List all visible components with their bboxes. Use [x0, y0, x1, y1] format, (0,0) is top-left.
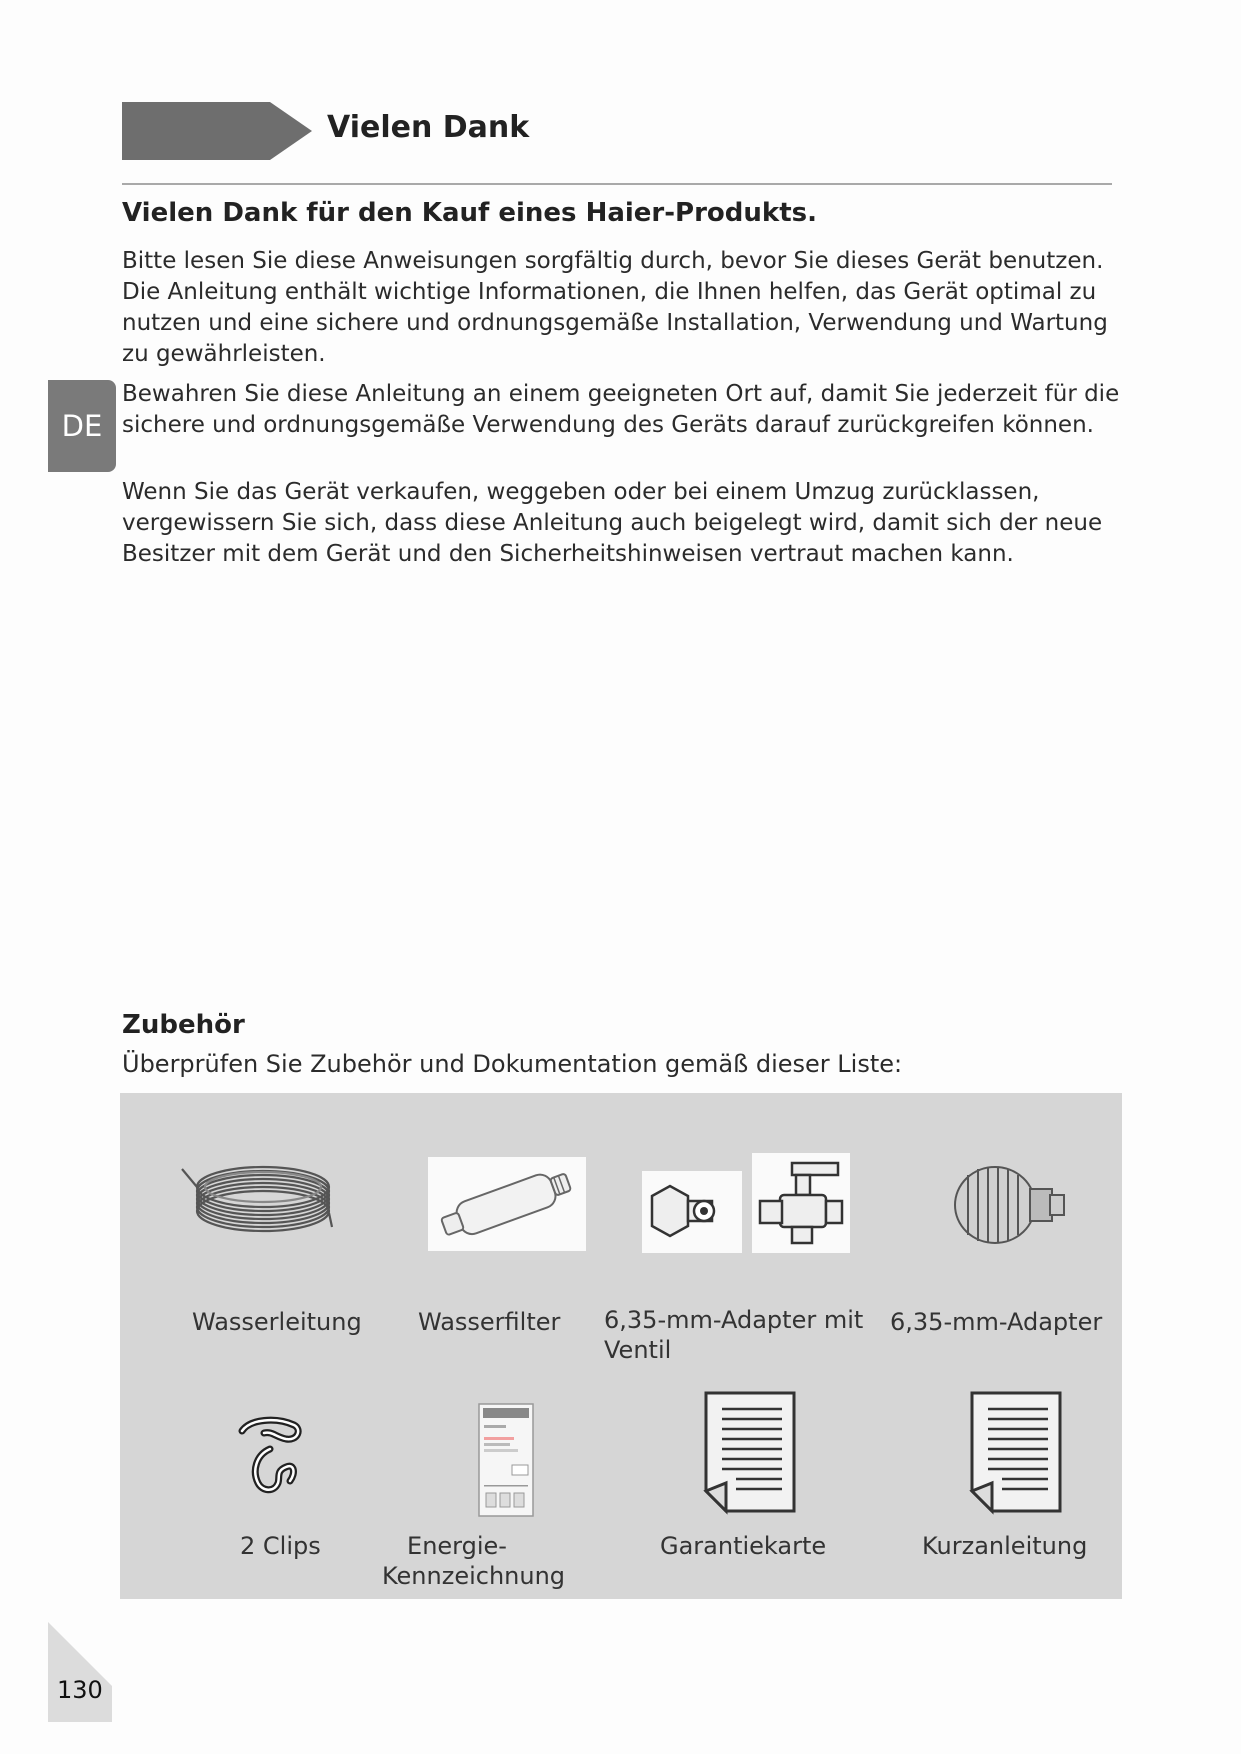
- adapter-icon: [950, 1155, 1070, 1253]
- accessories-subtitle: Überprüfen Sie Zubehör und Dokumentation gemäß dieser Liste:: [122, 1050, 903, 1078]
- shutoff-valve-icon: [752, 1153, 850, 1253]
- clips-icon: [232, 1411, 312, 1501]
- water-pipe-coil-icon: [180, 1143, 342, 1243]
- accessory-label: Wasserleitung: [192, 1308, 362, 1336]
- accessory-label: Wasserfilter: [418, 1308, 561, 1336]
- language-tab: DE: [48, 380, 116, 472]
- accessories-heading: Zubehör: [122, 1010, 245, 1040]
- section-header-arrow: [122, 102, 312, 160]
- accessories-panel: [120, 1093, 1122, 1599]
- accessory-label: 6,35-mm-Adapter mit Ventil: [604, 1306, 864, 1364]
- intro-paragraph-3: Wenn Sie das Gerät verkaufen, weggeben oder bei einem Umzug zurücklassen, vergewissern Sie sich, dass diese Anleitung auch beigelegt wird, damit sich der neue Besitzer mit dem Gerät und den Sicherheitshinweisen vertraut machen kann.: [122, 479, 1103, 567]
- warranty-card-icon: [702, 1391, 798, 1515]
- section-title: Vielen Dank: [327, 110, 530, 145]
- accessory-label: 2 Clips: [240, 1532, 321, 1560]
- intro-paragraph-1: Bitte lesen Sie diese Anweisungen sorgfältig durch, bevor Sie dieses Gerät benutzen. Die Anleitung enthält wichtige Informationen, die Ihnen helfen, das Gerät optimal zu nutzen und eine sichere und ordnungsgemäße Installation, Verwendung und Wartung zu gewährleisten.: [122, 248, 1108, 367]
- adapter-with-valve-icon: [642, 1171, 742, 1253]
- intro-heading: Vielen Dank für den Kauf eines Haier-Produkts.: [122, 198, 817, 228]
- accessory-label: Kurzanleitung: [922, 1532, 1088, 1560]
- intro-paragraph-2: Bewahren Sie diese Anleitung an einem geeigneten Ort auf, damit Sie jederzeit für die sichere und ordnungsgemäße Verwendung des Geräts darauf zurückgreifen können.: [122, 381, 1120, 438]
- accessory-label: Garantiekarte: [660, 1532, 827, 1560]
- energy-label-icon: [478, 1403, 534, 1517]
- water-filter-icon: [428, 1157, 586, 1251]
- page-number: 130: [57, 1676, 103, 1704]
- quick-guide-icon: [968, 1391, 1064, 1515]
- accessory-label: Energie-Kennzeichnung: [382, 1532, 566, 1590]
- header-divider: [122, 183, 1112, 185]
- accessory-label: 6,35-mm-Adapter: [890, 1308, 1103, 1336]
- page-corner-marker: [48, 1622, 112, 1722]
